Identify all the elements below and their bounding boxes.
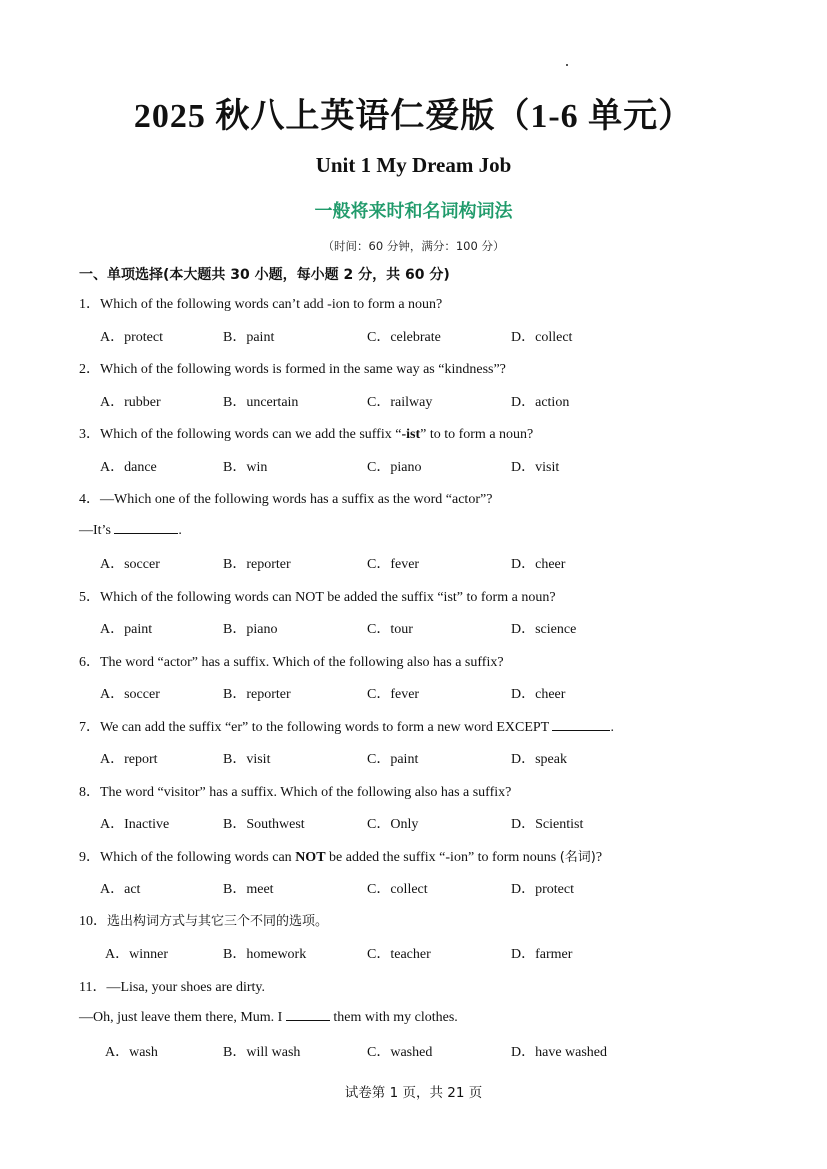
option-d[interactable]: D．collect [511, 330, 573, 345]
time-info: （时间：60 分钟，满分：100 分） [322, 239, 505, 253]
question-9 [79, 846, 602, 866]
option-d[interactable]: D．speak [511, 752, 567, 767]
option-a[interactable]: A．dance [100, 460, 157, 475]
question-number: 4． [79, 492, 100, 507]
options-5 [100, 618, 720, 638]
question-number: 5． [79, 590, 100, 605]
option-b[interactable]: B．Southwest [223, 817, 305, 832]
question-1 [79, 293, 442, 313]
option-a[interactable]: A．Inactive [100, 817, 170, 832]
option-d[interactable]: D．action [511, 395, 570, 410]
answer-blank[interactable] [114, 521, 178, 534]
option-a[interactable]: A．soccer [100, 687, 160, 702]
topic-title: 一般将来时和名词构词法 [314, 201, 513, 222]
unit-title: Unit 1 My Dream Job [315, 153, 512, 177]
option-c[interactable]: C．piano [367, 460, 422, 475]
option-b[interactable]: B．uncertain [223, 395, 299, 410]
option-c[interactable]: C．Only [367, 817, 419, 832]
question-number: 2． [79, 362, 100, 377]
options-4 [100, 553, 720, 573]
question-7 [79, 716, 614, 736]
option-c[interactable]: C．celebrate [367, 330, 441, 345]
option-d[interactable]: D．have washed [511, 1045, 608, 1060]
option-b[interactable]: B．reporter [223, 687, 291, 702]
option-c[interactable]: C．teacher [367, 947, 431, 962]
question-text-cn: (名词) [559, 850, 596, 865]
options-6 [100, 683, 720, 703]
question-8 [79, 781, 511, 801]
question-text: The word “visitor” has a suffix. Which of the following also has a suffix? [100, 785, 512, 800]
option-a[interactable]: A．report [100, 752, 158, 767]
option-a[interactable]: A．wash [105, 1045, 158, 1060]
question-number: 6． [79, 655, 100, 670]
page-dot [566, 64, 568, 66]
option-b[interactable]: B．homework [223, 947, 307, 962]
option-a[interactable]: A．winner [105, 947, 168, 962]
option-d[interactable]: D．Scientist [511, 817, 584, 832]
question-3 [79, 423, 533, 443]
options-9 [100, 878, 720, 898]
question-text-tail: . [610, 720, 614, 735]
dialog-text-tail: them with my clothes. [333, 1010, 458, 1025]
option-b[interactable]: B．reporter [223, 557, 291, 572]
exam-title: 2025 秋八上英语仁爱版（1-6 单元） [133, 98, 694, 135]
question-number: 10． [79, 914, 107, 929]
option-c[interactable]: C．collect [367, 882, 428, 897]
dialog-text-tail: . [178, 523, 182, 538]
option-d[interactable]: D．protect [511, 882, 574, 897]
option-b[interactable]: B．visit [223, 752, 271, 767]
question-text-mid: be added the suffix “-ion” to form nouns [325, 850, 560, 865]
options-11 [100, 1041, 720, 1061]
question-10 [79, 910, 328, 930]
question-number: 9． [79, 850, 100, 865]
emphasis-not: NOT [295, 850, 326, 865]
option-b[interactable]: B．will wash [223, 1045, 301, 1060]
question-text: —Lisa, your shoes are dirty. [106, 980, 265, 995]
options-7 [100, 748, 720, 768]
question-text-tail: ” to to form a noun? [420, 427, 534, 442]
options-10 [100, 943, 720, 963]
question-11-dialog [79, 1008, 458, 1026]
question-4 [79, 488, 492, 508]
dialog-text: —It’s [79, 523, 111, 538]
options-8 [100, 813, 720, 833]
option-a[interactable]: A．rubber [100, 395, 161, 410]
option-a[interactable]: A．protect [100, 330, 163, 345]
answer-blank[interactable] [552, 718, 610, 731]
question-text: 选出构词方式与其它三个不同的选项。 [107, 914, 329, 929]
option-a[interactable]: A．paint [100, 622, 153, 637]
option-d[interactable]: D．farmer [511, 947, 573, 962]
page-footer: 试卷第 1 页，共 21 页 [344, 1085, 483, 1101]
question-number: 3． [79, 427, 100, 442]
question-number: 7． [79, 720, 100, 735]
options-3 [100, 456, 720, 476]
question-text: Which of the following words can [100, 850, 296, 865]
answer-blank[interactable] [286, 1008, 330, 1021]
option-c[interactable]: C．washed [367, 1045, 433, 1060]
option-b[interactable]: B．meet [223, 882, 274, 897]
section-heading: 一、单项选择(本大题共 30 小题，每小题 2 分，共 60 分) [79, 267, 450, 283]
option-d[interactable]: D．science [511, 622, 577, 637]
option-b[interactable]: B．piano [223, 622, 278, 637]
question-text: Which of the following words can’t add -ion to form a noun? [100, 297, 443, 312]
question-text: The word “actor” has a suffix. Which of the following also has a suffix? [100, 655, 504, 670]
question-text: —Which one of the following words has a suffix as the word “actor”? [100, 492, 493, 507]
option-c[interactable]: C．fever [367, 687, 420, 702]
option-d[interactable]: D．cheer [511, 557, 566, 572]
question-5 [79, 586, 556, 606]
option-a[interactable]: A．soccer [100, 557, 160, 572]
option-d[interactable]: D．visit [511, 460, 560, 475]
question-text-tail: ? [595, 850, 603, 865]
options-2 [100, 391, 720, 411]
question-text: Which of the following words can NOT be added the suffix “ist” to form a noun? [100, 590, 556, 605]
question-number: 1． [79, 297, 100, 312]
option-c[interactable]: C．paint [367, 752, 419, 767]
option-d[interactable]: D．cheer [511, 687, 566, 702]
option-c[interactable]: C．fever [367, 557, 420, 572]
question-2 [79, 358, 506, 378]
question-number: 11． [79, 980, 107, 995]
options-1 [100, 326, 720, 346]
option-b[interactable]: B．win [223, 460, 268, 475]
question-text: We can add the suffix “er” to the following words to form a new word EXCEPT [100, 720, 549, 735]
emphasis-suffix: -ist [401, 427, 421, 442]
option-c[interactable]: C．tour [367, 622, 413, 637]
question-text: Which of the following words is formed in the same way as “kindness”? [100, 362, 506, 377]
option-a[interactable]: A．act [100, 882, 141, 897]
question-6 [79, 651, 504, 671]
dialog-text: —Oh, just leave them there, Mum. I [79, 1010, 283, 1025]
question-4-dialog [79, 521, 182, 539]
question-number: 8． [79, 785, 100, 800]
question-text: Which of the following words can we add the suffix “ [100, 427, 402, 442]
option-c[interactable]: C．railway [367, 395, 433, 410]
question-11 [79, 976, 265, 996]
option-b[interactable]: B．paint [223, 330, 275, 345]
